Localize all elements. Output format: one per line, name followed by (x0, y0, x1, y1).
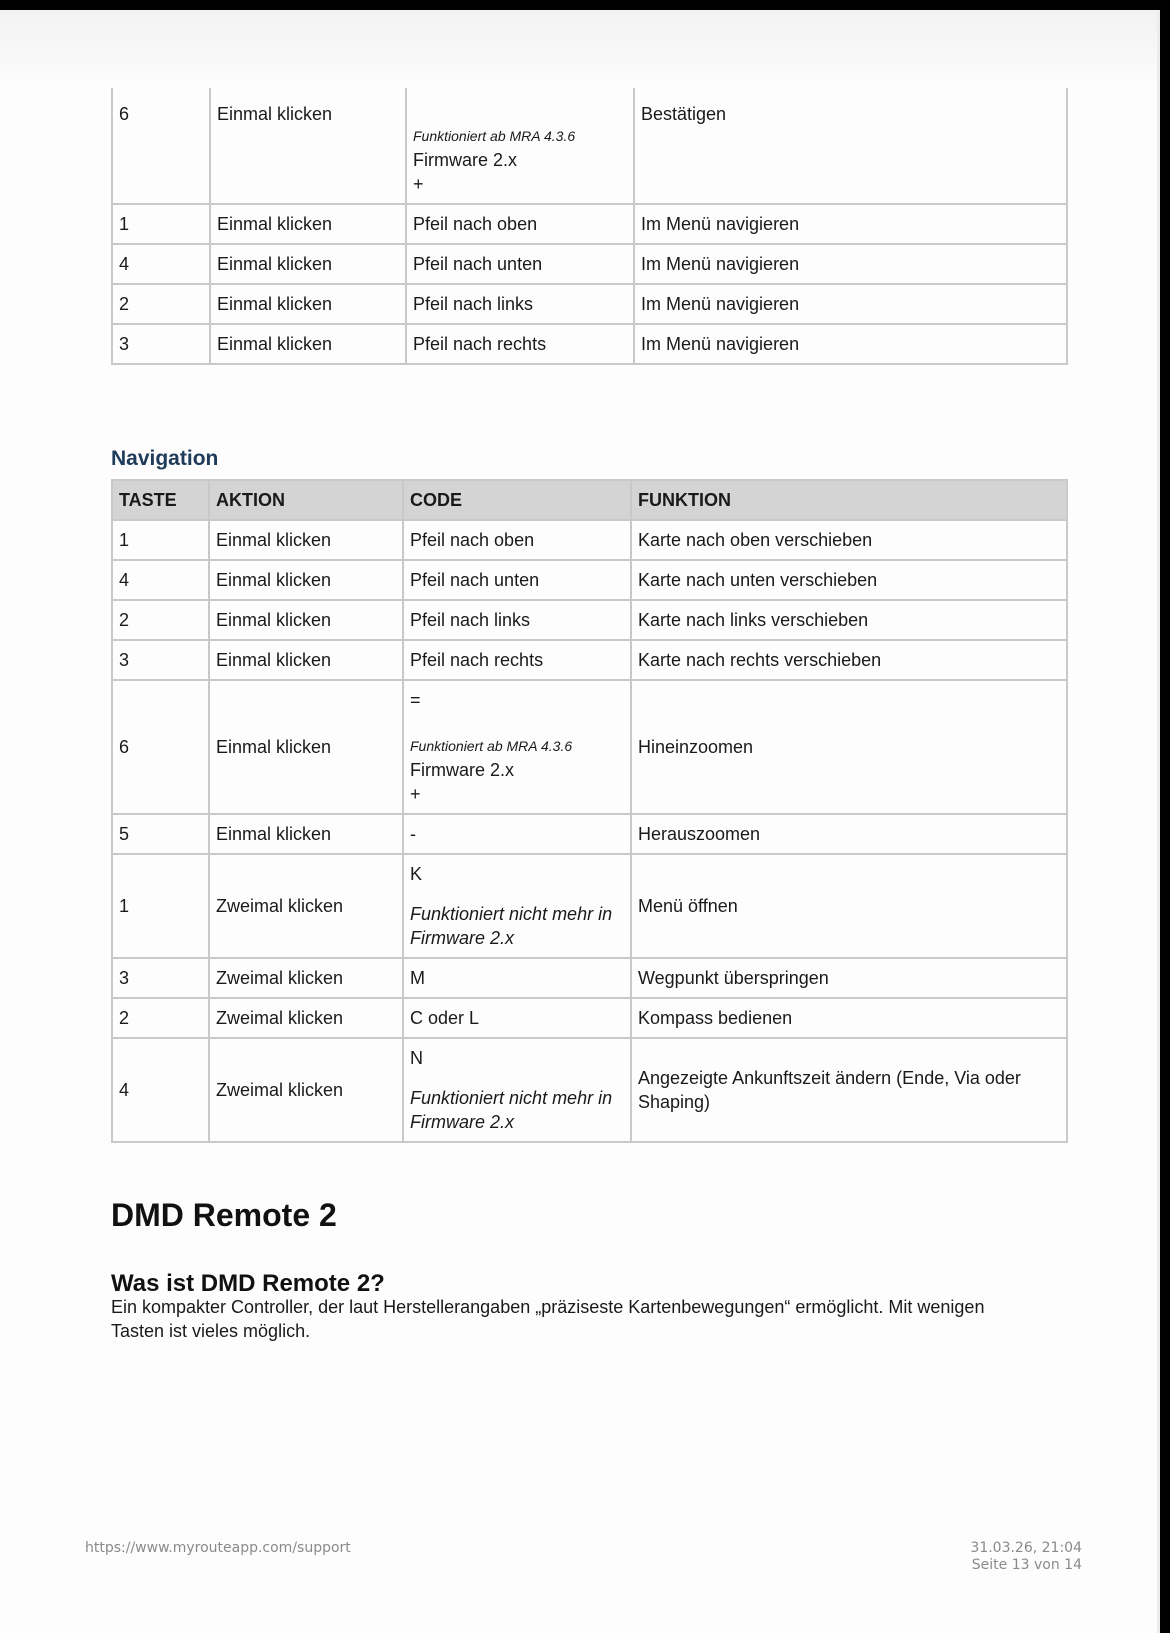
cell-code: M (403, 958, 631, 998)
cell-aktion: Zweimal klicken (209, 998, 403, 1038)
cell-funktion: Karte nach unten verschieben (631, 560, 1067, 600)
cell-code: Pfeil nach links (403, 600, 631, 640)
cell-code: Pfeil nach oben (406, 204, 634, 244)
column-header: AKTION (209, 480, 403, 520)
cell-funktion: Angezeigte Ankunftszeit ändern (Ende, Via oder Shaping) (631, 1038, 1067, 1142)
table-row (112, 814, 1067, 854)
table-row (112, 998, 1067, 1038)
cell-code: Pfeil nach rechts (403, 640, 631, 680)
cell-funktion: Im Menü navigieren (634, 204, 1067, 244)
cell-code: C oder L (403, 998, 631, 1038)
table-row (112, 560, 1067, 600)
table-row (112, 600, 1067, 640)
cell-aktion: Zweimal klicken (209, 958, 403, 998)
table-row (112, 854, 1067, 958)
navigation-title: Navigation (111, 447, 219, 470)
cell-code: Pfeil nach oben (403, 520, 631, 560)
cell-funktion: Herauszoomen (631, 814, 1067, 854)
section-heading: DMD Remote 2 (111, 1197, 337, 1233)
cell-code (403, 854, 631, 958)
cell-funktion: Karte nach links verschieben (631, 600, 1067, 640)
cell-taste: 5 (112, 814, 209, 854)
cell-funktion: Bestätigen (634, 88, 1067, 204)
code-line: Firmware 2.x (410, 760, 515, 780)
section-subheading: Was ist DMD Remote 2? (111, 1270, 385, 1297)
cell-funktion: Kompass bedienen (631, 998, 1067, 1038)
cell-aktion: Einmal klicken (210, 284, 406, 324)
cell-taste: 4 (112, 560, 209, 600)
code-note: Funktioniert nicht mehr in Firmware 2.x (410, 904, 613, 948)
footer-page-number: Seite 13 von 14 (971, 1557, 1082, 1573)
column-header: CODE (403, 480, 631, 520)
cell-funktion: Karte nach oben verschieben (631, 520, 1067, 560)
table-row (112, 958, 1067, 998)
cell-taste: 1 (112, 520, 209, 560)
table-row (112, 88, 1067, 204)
section-paragraph: Ein kompakter Controller, der laut Herstellerangaben „präziseste Kartenbewegungen“ ermöglicht. Mit wenigen Tasten ist vieles möglich. (111, 1297, 985, 1341)
cell-code (406, 88, 634, 204)
code-note: Funktioniert nicht mehr in Firmware 2.x (410, 1088, 613, 1132)
code-line: + (410, 784, 421, 804)
cell-aktion: Einmal klicken (209, 680, 403, 814)
cell-funktion: Karte nach rechts verschieben (631, 640, 1067, 680)
cell-code: Pfeil nach unten (406, 244, 634, 284)
cell-aktion: Einmal klicken (210, 88, 406, 204)
code-line: K (410, 864, 423, 884)
code-note: Funktioniert ab MRA 4.3.6 (413, 128, 576, 144)
cell-code: Pfeil nach unten (403, 560, 631, 600)
cell-code: Pfeil nach rechts (406, 324, 634, 364)
code-line: N (410, 1048, 423, 1068)
page-edge (1157, 10, 1160, 1633)
top-shade (0, 10, 1160, 90)
footer-url-text: https://www.myrouteapp.com/support (85, 1540, 351, 1556)
table-row (112, 1038, 1067, 1142)
navigation-table (111, 479, 1068, 1143)
cell-funktion: Wegpunkt überspringen (631, 958, 1067, 998)
cell-aktion: Einmal klicken (209, 600, 403, 640)
cell-aktion: Einmal klicken (209, 520, 403, 560)
table-row (112, 204, 1067, 244)
cell-taste: 3 (112, 958, 209, 998)
cell-code (403, 1038, 631, 1142)
table-row (112, 520, 1067, 560)
table-row (112, 244, 1067, 284)
cell-taste: 3 (112, 640, 209, 680)
code-line: = (410, 690, 421, 710)
table-row (112, 324, 1067, 364)
table-row (112, 640, 1067, 680)
cell-funktion: Hineinzoomen (631, 680, 1067, 814)
footer-meta (970, 1540, 1082, 1574)
code-line: Firmware 2.x (413, 150, 518, 170)
code-note: Funktioniert ab MRA 4.3.6 (410, 738, 573, 754)
code-line: + (413, 174, 424, 194)
cell-code: - (403, 814, 631, 854)
cell-code: Pfeil nach links (406, 284, 634, 324)
table-row (112, 680, 1067, 814)
cell-aktion: Einmal klicken (209, 560, 403, 600)
cell-funktion: Im Menü navigieren (634, 284, 1067, 324)
cell-aktion: Zweimal klicken (209, 1038, 403, 1142)
cell-aktion: Einmal klicken (210, 204, 406, 244)
cell-taste: 2 (112, 600, 209, 640)
cell-aktion: Einmal klicken (210, 324, 406, 364)
cell-taste: 2 (112, 998, 209, 1038)
footer-datetime: 31.03.26, 21:04 (970, 1540, 1082, 1556)
cell-funktion: Im Menü navigieren (634, 244, 1067, 284)
footer-url (85, 1540, 351, 1557)
cell-aktion: Einmal klicken (209, 814, 403, 854)
cell-taste: 3 (112, 324, 210, 364)
column-header: TASTE (112, 480, 209, 520)
document-page (0, 10, 1160, 1633)
menu-table (111, 88, 1068, 365)
cell-taste: 1 (112, 204, 210, 244)
table-row (112, 284, 1067, 324)
cell-aktion: Zweimal klicken (209, 854, 403, 958)
cell-taste: 1 (112, 854, 209, 958)
cell-aktion: Einmal klicken (209, 640, 403, 680)
cell-taste: 4 (112, 1038, 209, 1142)
cell-funktion: Menü öffnen (631, 854, 1067, 958)
cell-aktion: Einmal klicken (210, 244, 406, 284)
cell-taste: 2 (112, 284, 210, 324)
cell-funktion: Im Menü navigieren (634, 324, 1067, 364)
column-header: FUNKTION (631, 480, 1067, 520)
cell-code (403, 680, 631, 814)
cell-taste: 6 (112, 88, 210, 204)
cell-taste: 6 (112, 680, 209, 814)
table-header-row (112, 480, 1067, 520)
cell-taste: 4 (112, 244, 210, 284)
